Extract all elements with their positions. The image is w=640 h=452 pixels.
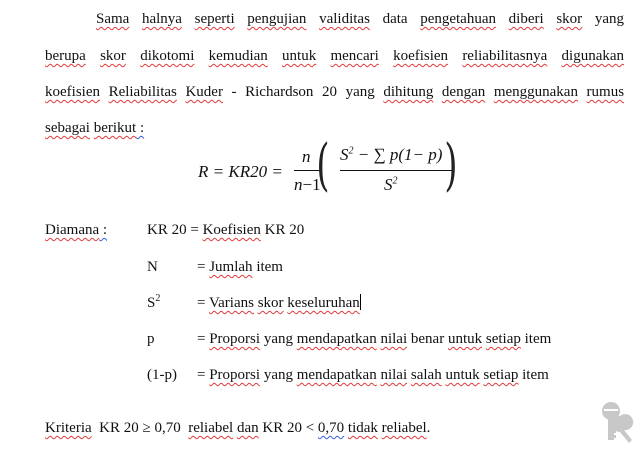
right-paren: ) bbox=[444, 133, 458, 198]
definition-1p-meaning: = Proporsi yang mendapatkan nilai salah untuk setiap item bbox=[197, 367, 549, 383]
definition-s2-meaning: = Varians skor keseluruhan bbox=[197, 295, 360, 311]
definition-s2-symbol: $S^2$ bbox=[147, 293, 161, 311]
definition-n-meaning: = Jumlah item bbox=[197, 259, 283, 275]
definition-kr20: KR 20 = Koefisien KR 20 bbox=[147, 222, 305, 238]
left-paren: ( bbox=[316, 133, 330, 198]
text-cursor bbox=[360, 294, 361, 310]
paragraph-line-4: sebagai berikut : bbox=[45, 120, 145, 136]
definitions-label: Diamana : bbox=[45, 222, 108, 238]
formula-outer-numerator: n bbox=[302, 147, 311, 166]
definition-1p-symbol: (1-p) bbox=[147, 367, 177, 383]
formula-inner-numerator: $S^2$ − ∑ p(1− p) bbox=[340, 145, 443, 164]
key-icon bbox=[598, 400, 634, 446]
paragraph-line-1: Sama halnya seperti pengujian validitas data pengetahuan diberi skor yang bbox=[96, 11, 624, 27]
paragraph-line-3: koefisien Reliabilitas Kuder - Richardson 20 yang dihitung dengan menggunakan rumus bbox=[45, 84, 625, 100]
formula-lhs: R = KR20 = bbox=[198, 162, 283, 181]
definition-n-symbol: N bbox=[147, 259, 158, 275]
definition-p-meaning: = Proporsi yang mendapatkan nilai benar untuk setiap item bbox=[197, 331, 552, 347]
criteria-text: Kriteria KR 20 ≥ 0,70 reliabel dan KR 20 < 0,70 tidak reliabel. bbox=[45, 420, 431, 436]
formula-outer-denominator: n−1 bbox=[294, 175, 321, 194]
paragraph-line-2: berupa skor dikotomi kemudian untuk mencari koefisien reliabilitasnya digunakan bbox=[45, 48, 625, 64]
definition-p-symbol: p bbox=[147, 331, 155, 347]
formula-inner-denominator: $S^2$ bbox=[384, 175, 398, 194]
inner-fraction-bar bbox=[340, 170, 452, 171]
